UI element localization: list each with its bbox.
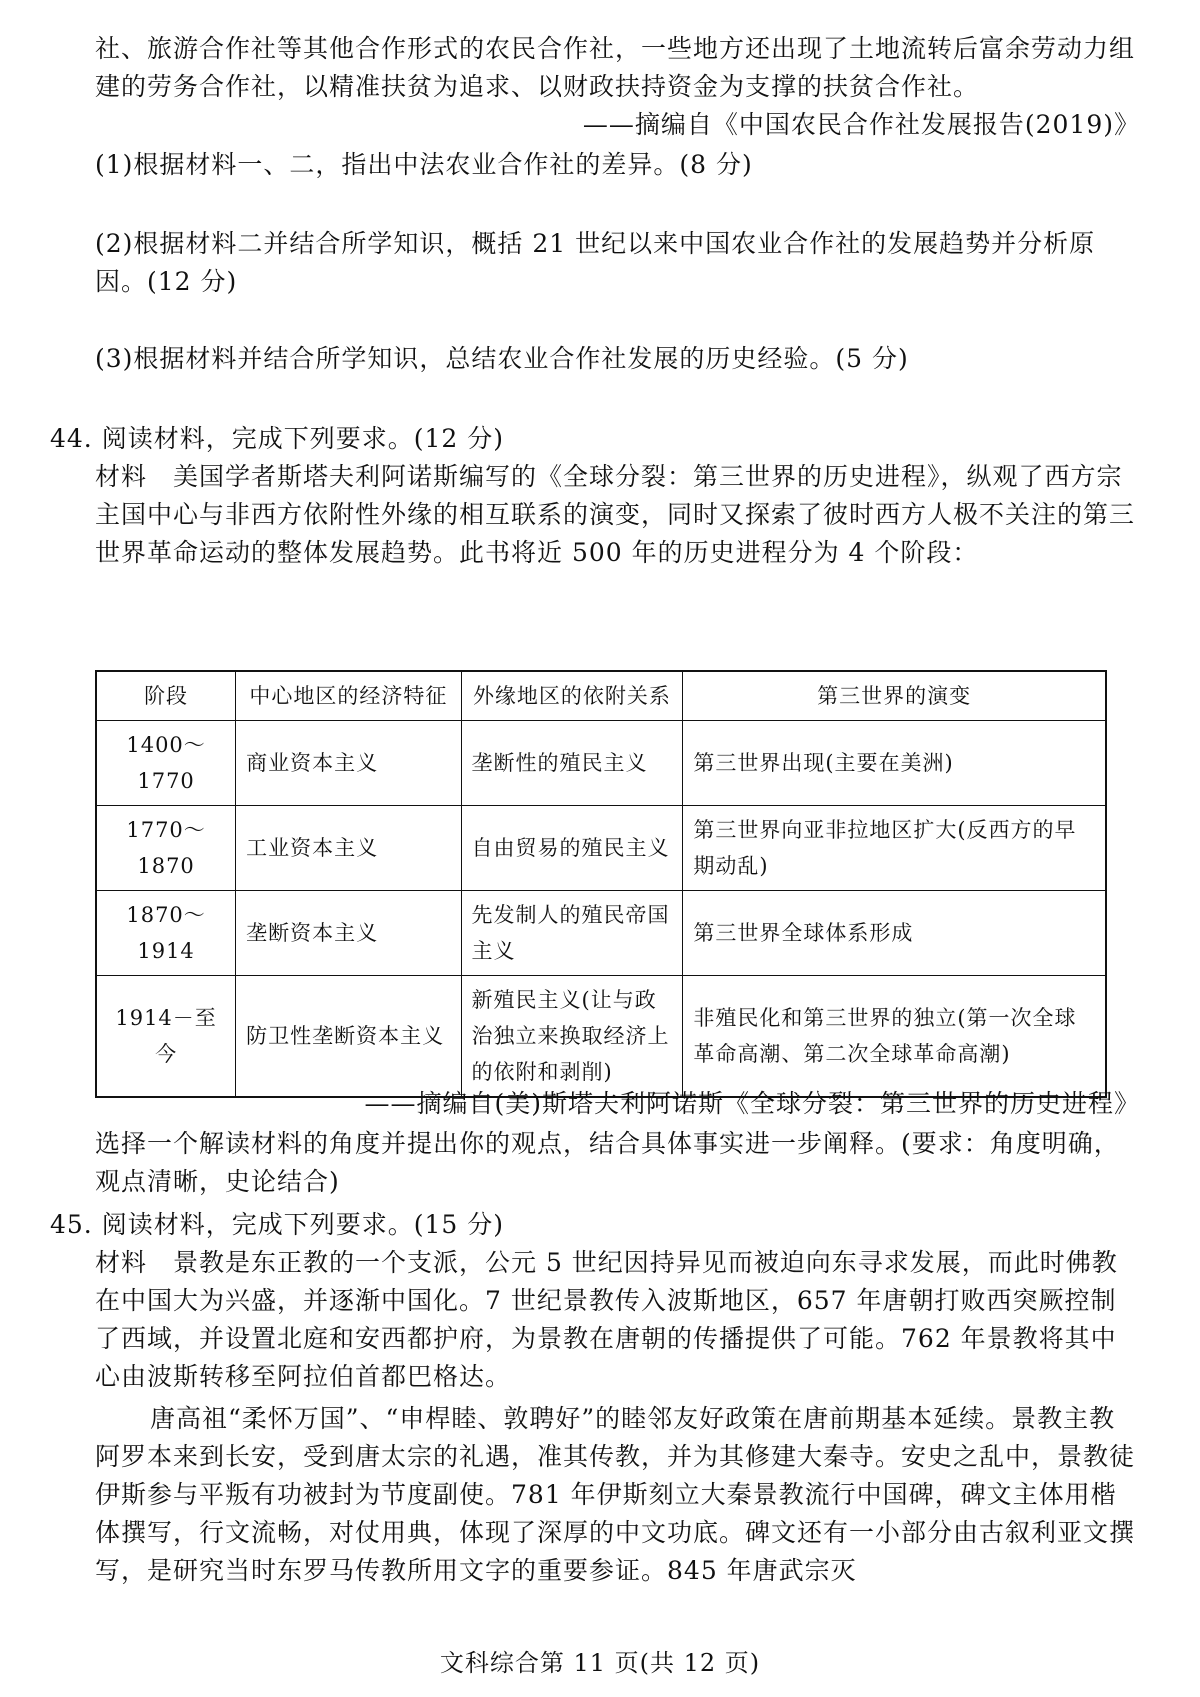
table-cell: 第三世界出现(主要在美洲) — [683, 721, 1106, 806]
table-cell: 1914－至今 — [96, 976, 236, 1098]
table-row — [96, 806, 1106, 891]
stages-table — [95, 670, 1107, 1098]
table-cell: 1870～1914 — [96, 891, 236, 976]
table-cell: 商业资本主义 — [236, 721, 461, 806]
q44-requirement: 选择一个解读材料的角度并提出你的观点，结合具体事实进一步阐释。(要求：角度明确，观点清晰，史论结合) — [95, 1129, 1120, 1196]
table-header: 第三世界的演变 — [683, 671, 1106, 721]
table-cell: 新殖民主义(让与政治独立来换取经济上的依附和剥削) — [461, 976, 683, 1098]
table-row — [96, 891, 1106, 976]
q43-sub3: (3)根据材料并结合所学知识，总结农业合作社发展的历史经验。(5 分) — [95, 344, 909, 373]
table-cell: 自由贸易的殖民主义 — [461, 806, 683, 891]
q43-sub1: (1)根据材料一、二，指出中法农业合作社的差异。(8 分) — [95, 150, 753, 179]
table-header: 外缘地区的依附关系 — [461, 671, 683, 721]
table-cell: 1770～1870 — [96, 806, 236, 891]
q44-heading: 44. 阅读材料，完成下列要求。(12 分) — [50, 424, 504, 453]
table-row — [96, 721, 1106, 806]
q43-sub2: (2)根据材料二并结合所学知识，概括 21 世纪以来中国农业合作社的发展趋势并分析原因。(12 分) — [95, 229, 1096, 296]
q45-paragraph-2: 唐高祖“柔怀万国”、“申桿睦、敦聘好”的睦邻友好政策在唐前期基本延续。景教主教阿罗本来到长安，受到唐太宗的礼遇，准其传教，并为其修建大秦寺。安史之乱中，景教徒伊斯参与平叛有功被封为节度副使。781 年伊斯刻立大秦景教流行中国碑，碑文主体用楷体撰写，行文流畅，对仗用典，体现了深厚的中文功底。碑文还有一小部分由古叙利亚文撰写，是研究当时东罗马传教所用文字的重要参证。845 年唐武宗灭 — [95, 1404, 1136, 1585]
table-cell: 工业资本主义 — [236, 806, 461, 891]
q44-source: ——摘编自(美)斯塔夫利阿诺斯《全球分裂：第三世界的历史进程》 — [364, 1089, 1140, 1118]
page-footer: 文科综合第 11 页(共 12 页) — [439, 1649, 761, 1677]
table-cell: 防卫性垄断资本主义 — [236, 976, 461, 1098]
table-cell: 垄断资本主义 — [236, 891, 461, 976]
q45-paragraph-1: 材料 景教是东正教的一个支派，公元 5 世纪因持异见而被迫向东寻求发展，而此时佛教在中国大为兴盛，并逐渐中国化。7 世纪景教传入波斯地区，657 年唐朝打败西突厥控制了西域，并设置北庭和安西都护府，为景教在唐朝的传播提供了可能。762 年景教将其中心由波斯转移至阿拉伯首都巴格达。 — [95, 1248, 1118, 1391]
table-header: 阶段 — [96, 671, 236, 721]
table-cell: 非殖民化和第三世界的独立(第一次全球革命高潮、第二次全球革命高潮) — [683, 976, 1106, 1098]
table-cell: 垄断性的殖民主义 — [461, 721, 683, 806]
table-header: 中心地区的经济特征 — [236, 671, 461, 721]
table-header-row — [96, 671, 1106, 721]
table-cell: 先发制人的殖民帝国主义 — [461, 891, 683, 976]
table-cell: 1400～1770 — [96, 721, 236, 806]
material2-source: ——摘编自《中国农民合作社发展报告(2019)》 — [582, 110, 1140, 139]
table-row — [96, 976, 1106, 1098]
material2-tail: 社、旅游合作社等其他合作形式的农民合作社，一些地方还出现了土地流转后富余劳动力组建的劳务合作社，以精准扶贫为追求、以财政扶持资金为支撑的扶贫合作社。 — [95, 34, 1136, 101]
q44-material: 材料 美国学者斯塔夫利阿诺斯编写的《全球分裂：第三世界的历史进程》，纵观了西方宗主国中心与非西方依附性外缘的相互联系的演变，同时又探索了彼时西方人极不关注的第三世界革命运动的整体发展趋势。此书将近 500 年的历史进程分为 4 个阶段： — [95, 462, 1136, 567]
table-cell: 第三世界全球体系形成 — [683, 891, 1106, 976]
table-cell: 第三世界向亚非拉地区扩大(反西方的早期动乱) — [683, 806, 1106, 891]
q45-heading: 45. 阅读材料，完成下列要求。(15 分) — [50, 1210, 504, 1239]
